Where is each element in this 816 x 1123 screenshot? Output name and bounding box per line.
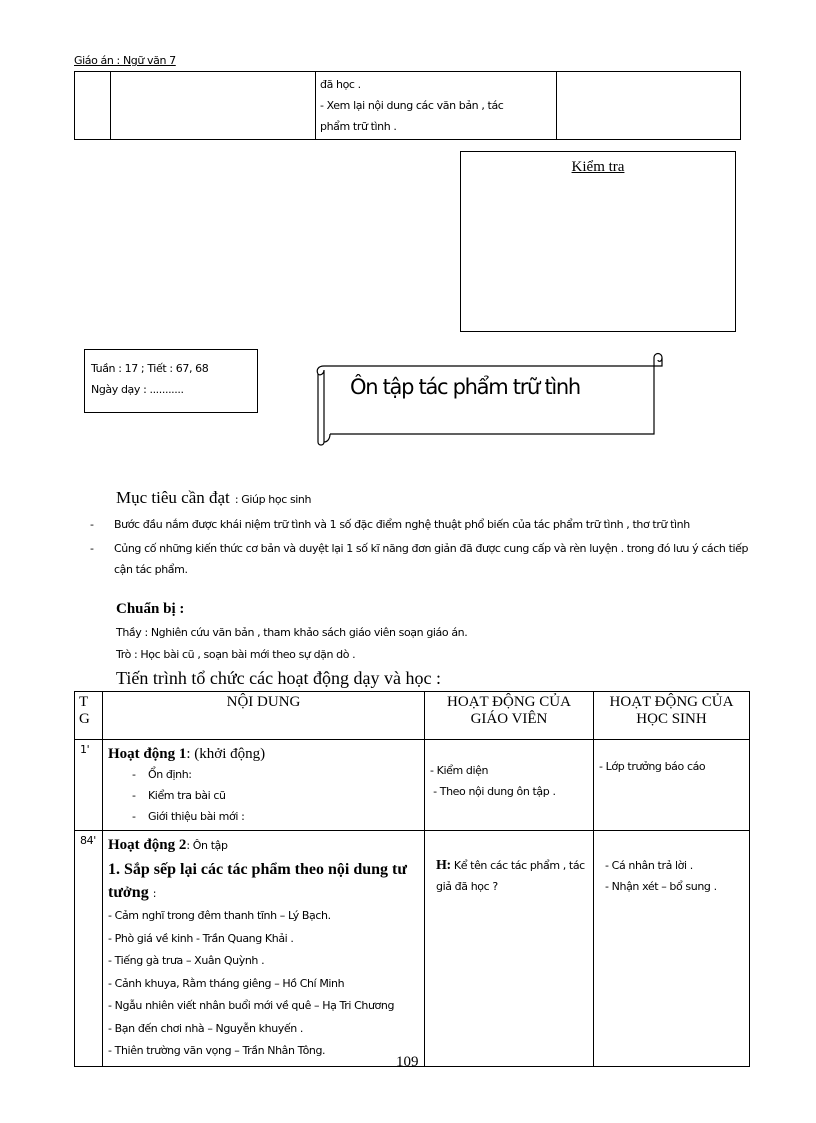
cell-teacher: [316, 72, 557, 140]
page-number: 109: [396, 1054, 419, 1070]
text-line: đã học .: [320, 78, 361, 91]
list-item: - Kiểm tra bài cũ: [132, 789, 226, 802]
activities-table: [74, 691, 750, 1067]
objectives-list: [90, 514, 750, 580]
row1-tg: 1': [75, 740, 103, 831]
row2-student: [594, 831, 750, 1067]
list-item: - Ổn định:: [132, 768, 192, 781]
list-item: - Bước đầu nắm được khái niệm trữ tình và 1 số đặc điểm nghệ thuật phổ biến của tác phẩm trữ tình , thơ trữ tình: [90, 518, 690, 531]
prepare-student: Trò : Học bài cũ , soạn bài mới theo sự dặn dò .: [116, 648, 356, 661]
row1-content: [103, 740, 425, 831]
cell-tg: [75, 72, 111, 140]
objectives-heading: Mục tiêu cần đạt : Giúp học sinh: [116, 488, 312, 507]
check-box-label: Kiểm tra: [571, 159, 625, 175]
row2-teacher: [425, 831, 594, 1067]
work-item: - Bạn đến chơi nhà – Nguyễn khuyến .: [108, 1021, 304, 1035]
work-item: - Cảnh khuya, Rằm tháng giêng – Hồ Chí Minh: [108, 976, 345, 990]
process-heading: Tiến trình tổ chức các hoạt động dạy và học :: [116, 668, 442, 688]
student-line: - Nhận xét – bổ sung .: [605, 880, 717, 893]
work-item: - Thiên trường vãn vọng – Trần Nhân Tông.: [108, 1044, 326, 1057]
row2-content: [103, 831, 425, 1067]
list-item: - Giới thiệu bài mới :: [132, 810, 245, 823]
cell-student: [557, 72, 741, 140]
row2-tg: 84': [75, 831, 103, 1067]
continuation-table: [74, 71, 741, 140]
row1-teacher: [425, 740, 594, 831]
work-item: - Ngẫu nhiên viết nhân buổi mới về quê – Hạ Tri Chương: [108, 999, 395, 1012]
prepare-heading: Chuẩn bị :: [116, 601, 185, 617]
header-content: NỘI DUNG: [103, 692, 425, 740]
row1-student: [594, 740, 750, 831]
teacher-line: - Kiểm diện: [430, 764, 489, 777]
list-item: - Củng cố những kiến thức cơ bản và duyệt lại 1 số kĩ năng đơn giản đã được cung cấp và rèn luyện . trong đó lưu ý cách tiếp cận tác phẩm.: [90, 542, 749, 576]
student-line: - Cá nhân trả lời .: [605, 859, 693, 872]
text-line: phẩm trữ tình .: [320, 120, 397, 133]
cell-content: [111, 72, 316, 140]
work-item: - Tiếng gà trưa – Xuân Quỳnh .: [108, 954, 265, 967]
question-text: Kể tên các tác phẩm , tác giả đã học ?: [436, 859, 585, 893]
work-item: - Cảm nghĩ trong đêm thanh tĩnh – Lý Bạch.: [108, 909, 331, 922]
question-label: H:: [436, 858, 451, 873]
scroll-banner-icon: [310, 346, 672, 450]
text-line: - Xem lại nội dung các văn bản , tác: [320, 99, 504, 112]
lesson-info-box: [84, 349, 258, 413]
row2-section: 1. Sắp sếp lại các tác phẩm theo nội dung tư tưởng :: [108, 861, 407, 901]
header-tg: T G: [75, 692, 103, 740]
banner-title: Ôn tập tác phẩm trữ tình: [350, 375, 580, 399]
header-student: HOẠT ĐỘNG CỦA HỌC SINH: [594, 692, 750, 740]
student-line: - Lớp trưởng báo cáo: [599, 760, 706, 773]
row2-title: Hoạt động 2: Ôn tập: [108, 837, 228, 853]
row1-title: Hoạt động 1: (khởi động): [108, 746, 266, 762]
week-lesson: Tuần : 17 ; Tiết : 67, 68: [91, 362, 209, 375]
prepare-teacher: Thầy : Nghiên cứu văn bản , tham khảo sách giáo viên soạn giáo án.: [116, 626, 468, 639]
document-header: Giáo án : Ngữ văn 7: [74, 54, 176, 67]
teaching-date: Ngày dạy : ...........: [91, 383, 184, 396]
check-box: [460, 151, 736, 332]
work-item: - Phò giá về kinh - Trần Quang Khải .: [108, 931, 294, 945]
header-teacher: HOẠT ĐỘNG CỦA GIÁO VIÊN: [425, 692, 594, 740]
teacher-line: - Theo nội dung ôn tập .: [430, 785, 556, 798]
